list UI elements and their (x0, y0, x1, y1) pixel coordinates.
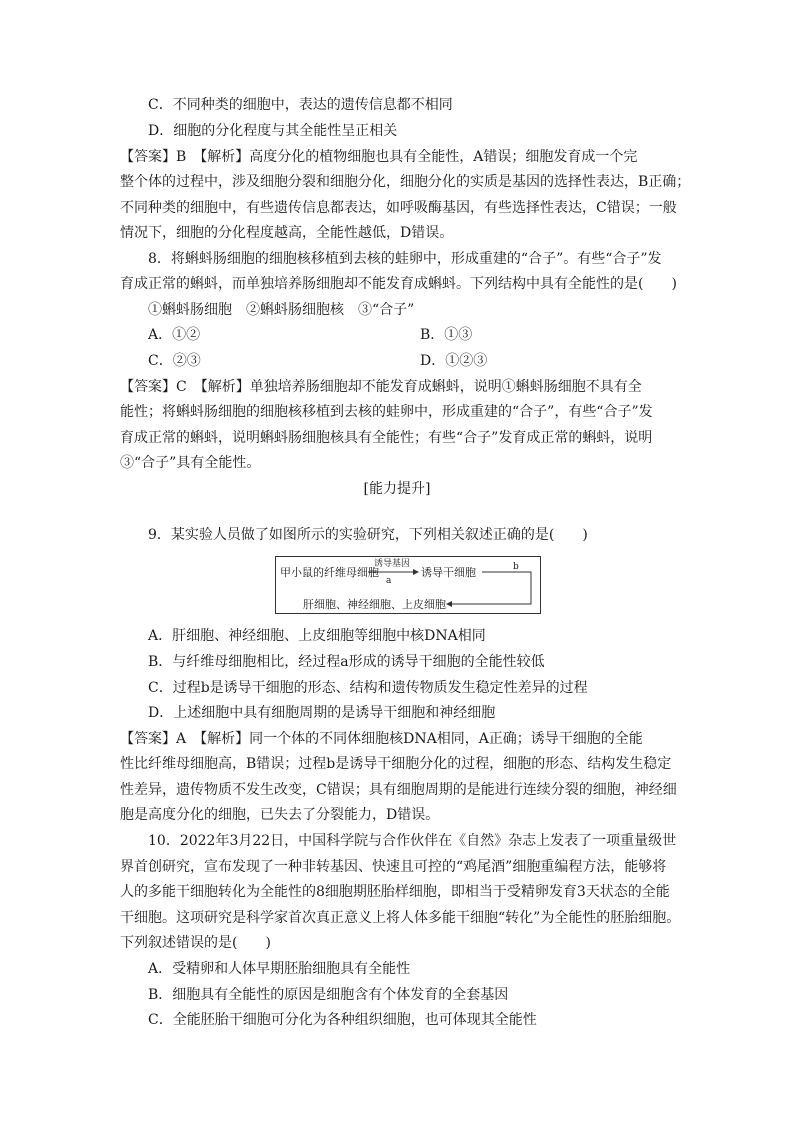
question-9-stem: 9．某实验人员做了如图所示的实验研究，下列相关叙述正确的是( ) (148, 527, 588, 543)
answer-q8-line1: 【答案】C 【解析】单独培养肠细胞却不能发育成蝌蚪，说明①蝌蚪肠细胞不具有全 (120, 379, 642, 395)
answer-q9-line4: 胞是高度分化的细胞，已失去了分裂能力，D错误。 (120, 807, 440, 823)
option-c-q8: C．②③ (148, 353, 201, 369)
question-10-line3: 人的多能干细胞转化为全能性的8细胞期胚胎样细胞，即相当于受精卵发育3天状态的全能 (120, 884, 670, 900)
question-8-items: ①蝌蚪肠细胞 ②蝌蚪肠细胞核 ③“合子” (148, 302, 415, 318)
option-d-q9: D．上述细胞中具有细胞周期的是诱导干细胞和神经细胞 (148, 705, 496, 721)
node-differentiated-cells: 肝细胞、神经细胞、上皮细胞 (303, 598, 446, 611)
node-induced-stem-cell: 诱导干细胞 (421, 566, 476, 579)
option-c-q10: C．全能胚胎干细胞可分化为各种组织细胞，也可体现其全能性 (148, 1012, 537, 1028)
option-b-q9: B．与纤维母细胞相比，经过程a形成的诱导干细胞的全能性较低 (148, 654, 545, 670)
answer-q7-line4: 情况下，细胞的分化程度越高，全能性越低，D错误。 (120, 225, 454, 241)
answer-q9-line3: 性差异，遗传物质不发生改变，C错误；具有细胞周期的是能进行连续分裂的细胞，神经细 (120, 782, 677, 798)
arrow-b-head (446, 601, 452, 607)
answer-q7-line3: 不同种类的细胞中，有些遗传信息都表达，如呼吸酶基因，有些选择性表达，C错误；一般 (120, 200, 677, 216)
answer-q9-line2: 性比纤维母细胞高，B错误；过程b是诱导干细胞分化的过程，细胞的形态、结构发生稳定 (120, 756, 672, 772)
option-d-q8: D．①②③ (420, 353, 488, 369)
label-inducing-gene: 诱导基因 (374, 559, 411, 569)
option-b-q8: B．①③ (420, 327, 473, 343)
option-a-q10: A．受精卵和人体早期胚胎细胞具有全能性 (148, 961, 411, 977)
answer-q9-line1: 【答案】A 【解析】同一个体的不同体细胞核DNA相同，A正确；诱导干细胞的全能 (120, 731, 643, 747)
node-fibroblast: 甲小鼠的纤维母细胞 (280, 566, 379, 579)
question-10-line1: 10．2022年3月22日，中国科学院与合作伙伴在《自然》杂志上发表了一项重量级世 (148, 833, 677, 849)
question-10-line2: 界首创研究，宣布发现了一种非转基因、快速且可控的“鸡尾酒”细胞重编程方法，能够将 (120, 859, 667, 875)
arrow-a-head (413, 569, 419, 575)
option-a-q8: A．①② (148, 327, 201, 343)
question-10-line4: 干细胞。这项研究是科学家首次真正意义上将人体多能干细胞“转化”为全能性的胚胎细胞。 (120, 910, 681, 926)
option-c-q9: C．过程b是诱导干细胞的形态、结构和遗传物质发生稳定性差异的过程 (148, 680, 588, 696)
answer-q8-line3: 育成正常的蝌蚪，说明蝌蚪肠细胞核具有全能性；有些“合子”发育成正常的蝌蚪，说明 (120, 430, 653, 446)
answer-q7-line1: 【答案】B 【解析】高度分化的植物细胞也具有全能性，A错误；细胞发育成一个完 (120, 149, 638, 165)
answer-q8-line2: 能性；将蝌蚪肠细胞的细胞核移植到去核的蛙卵中，形成重建的“合子”，有些“合子”发 (120, 404, 653, 420)
label-process-b: b (513, 562, 519, 572)
option-c-q7: C．不同种类的细胞中，表达的遗传信息都不相同 (148, 97, 453, 113)
option-a-q9: A．肝细胞、神经细胞、上皮细胞等细胞中核DNA相同 (148, 628, 486, 644)
answer-q7-line2: 整个体的过程中，涉及细胞分裂和细胞分化，细胞分化的实质是基因的选择性表达，B正确； (120, 174, 691, 190)
experiment-diagram (275, 556, 541, 614)
question-10-line5: 下列叙述错误的是( ) (120, 935, 271, 951)
option-b-q10: B．细胞具有全能性的原因是细胞含有个体发育的全套基因 (148, 987, 509, 1003)
section-heading: [能力提升] (363, 481, 431, 497)
question-8-line2: 育成正常的蝌蚪，而单独培养肠细胞却不能发育成蝌蚪。下列结构中具有全能性的是( ) (120, 276, 677, 292)
label-process-a: a (386, 576, 392, 586)
option-d-q7: D．细胞的分化程度与其全能性呈正相关 (148, 123, 398, 139)
question-8-line1: 8．将蝌蚪肠细胞的细胞核移植到去核的蛙卵中，形成重建的“合子”。有些“合子”发 (148, 251, 662, 267)
answer-q8-line4: ③“合子”具有全能性。 (120, 455, 261, 471)
